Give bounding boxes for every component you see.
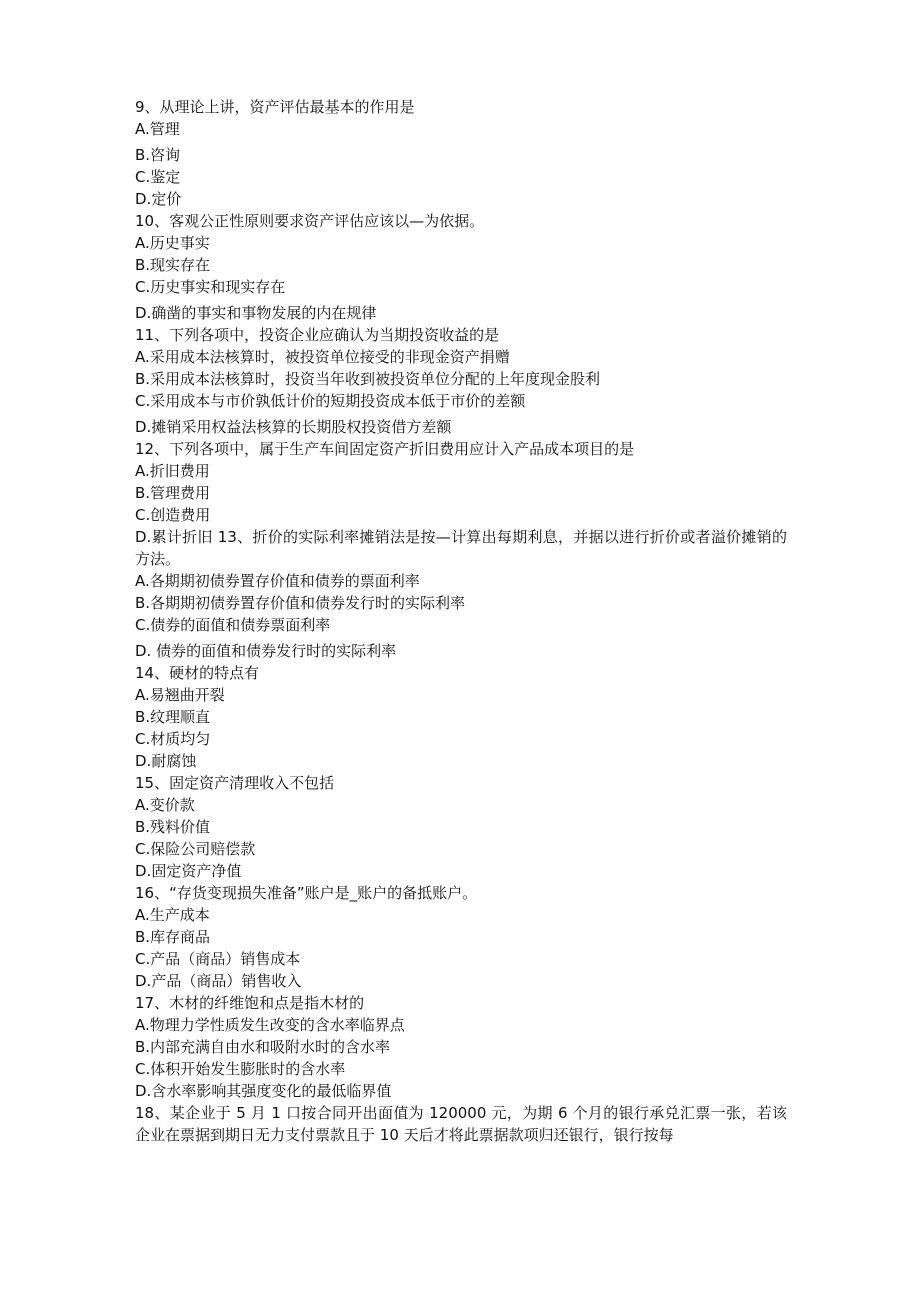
option-d: D.含水率影响其强度变化的最低临界值 (135, 1082, 392, 1100)
option-a: A.历史事实 (135, 234, 210, 252)
option-d-and-question-13: D.累计折旧 13、折价的实际利率摊销法是按—计算出每期利息，并据以进行折价或者溢价摊销的方法。 (135, 528, 787, 568)
option-b: B.各期期初债券置存价值和债券发行时的实际利率 (135, 594, 466, 612)
option-c: C.采用成本与市价孰低计价的短期投资成本低于市价的差额 (135, 392, 526, 410)
question-9: 9、从理论上讲，资产评估最基本的作用是 (135, 98, 415, 116)
option-a: A.变价款 (135, 796, 195, 814)
option-c: C.材质均匀 (135, 730, 211, 748)
option-a: A.各期期初债券置存价值和债券的票面利率 (135, 572, 420, 590)
question-10: 10、客观公正性原则要求资产评估应该以—为依据。 (135, 212, 485, 230)
option-b: B.咨询 (135, 146, 181, 164)
option-d: D.耐腐蚀 (135, 752, 197, 770)
question-17: 17、木材的纤维饱和点是指木材的 (135, 994, 365, 1012)
option-a: A.折旧费用 (135, 462, 210, 480)
option-b: B.采用成本法核算时，投资当年收到被投资单位分配的上年度现金股利 (135, 370, 601, 388)
option-c: C.产品（商品）销售成本 (135, 950, 301, 968)
option-d: D.摊销采用权益法核算的长期股权投资借方差额 (135, 418, 452, 436)
option-b: B.纹理顺直 (135, 708, 211, 726)
option-c: C.保险公司赔偿款 (135, 840, 256, 858)
option-c: C.体积开始发生膨胀时的含水率 (135, 1060, 346, 1078)
option-a: A.采用成本法核算时，被投资单位接受的非现金资产捐赠 (135, 348, 510, 366)
option-d: D.固定资产净值 (135, 862, 242, 880)
question-14: 14、硬材的特点有 (135, 664, 260, 682)
option-b: B.管理费用 (135, 484, 211, 502)
question-12: 12、下列各项中，属于生产车间固定资产折旧费用应计入产品成本项目的是 (135, 440, 635, 458)
question-18: 18、某企业于 5 月 1 口按合同开出面值为 120000 元，为期 6 个月的银行承兑汇票一张，若该企业在票据到期日无力支付票款且于 10 天后才将此票据款项归还银行，银行按每 (135, 1104, 787, 1144)
option-d: D.产品（商品）销售收入 (135, 972, 302, 990)
option-a: A.管理 (135, 120, 180, 138)
option-b: B.现实存在 (135, 256, 211, 274)
option-c: C.债券的面值和债券票面利率 (135, 616, 331, 634)
option-d: D.确凿的事实和事物发展的内在规律 (135, 304, 377, 322)
option-b: B.残料价值 (135, 818, 211, 836)
option-a: A.物理力学性质发生改变的含水率临界点 (135, 1016, 405, 1034)
option-d: D. 债券的面值和债券发行时的实际利率 (135, 642, 397, 660)
question-16: 16、“存货变现损失准备”账户是_账户的备抵账户。 (135, 884, 478, 902)
option-a: A.生产成本 (135, 906, 210, 924)
question-15: 15、固定资产清理收入不包括 (135, 774, 335, 792)
option-b: B.内部充满自由水和吸附水时的含水率 (135, 1038, 391, 1056)
option-b: B.库存商品 (135, 928, 211, 946)
option-c: C.鉴定 (135, 168, 181, 186)
question-11: 11、下列各项中，投资企业应确认为当期投资收益的是 (135, 326, 500, 344)
document-page (135, 96, 787, 1146)
option-d: D.定价 (135, 190, 182, 208)
option-a: A.易翘曲开裂 (135, 686, 225, 704)
option-c: C.历史事实和现实存在 (135, 278, 286, 296)
option-c: C.创造费用 (135, 506, 211, 524)
